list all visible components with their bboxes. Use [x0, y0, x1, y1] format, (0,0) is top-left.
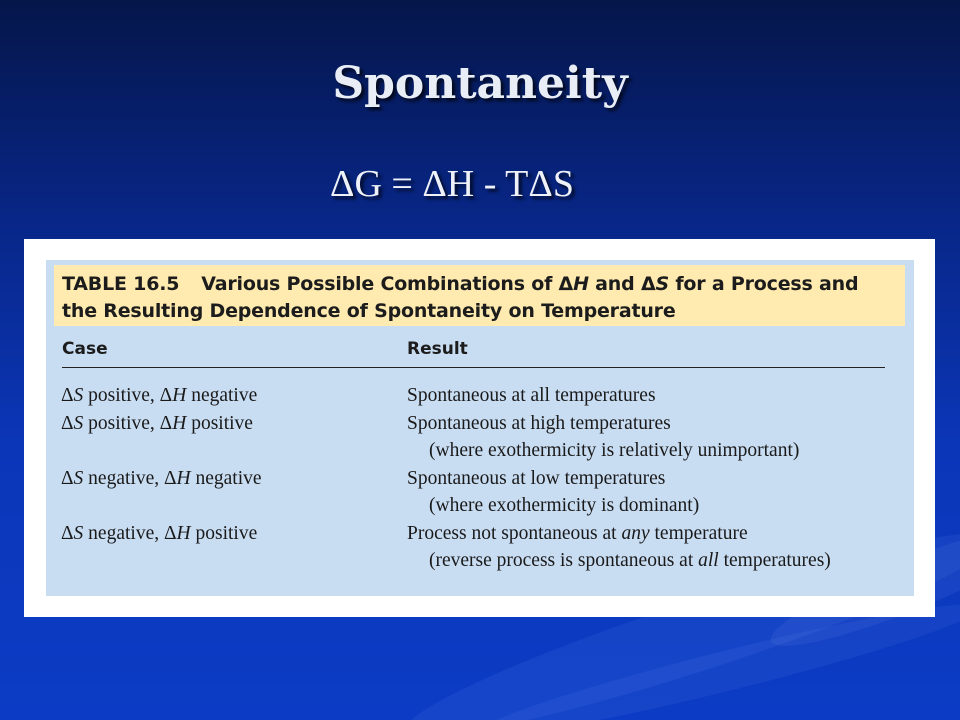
column-header-case: Case — [62, 339, 108, 359]
result-note: (reverse process is spontaneous at all temperatures) — [429, 550, 831, 571]
case-cell: ΔS positive, ΔH negative — [61, 385, 258, 406]
table-body — [46, 382, 914, 575]
table-row — [46, 520, 914, 575]
case-cell: ΔS negative, ΔH negative — [61, 467, 262, 489]
result-note: (where exothermicity is dominant) — [429, 495, 700, 516]
result-text: Process not spontaneous at any temperature — [407, 522, 748, 544]
result-cell — [407, 382, 907, 410]
case-cell: ΔS negative, ΔH positive — [61, 522, 258, 544]
table-number: TABLE 16.5 — [62, 273, 180, 295]
table-16-5 — [46, 260, 914, 596]
result-note: (where exothermicity is relatively unimportant) — [429, 440, 800, 461]
result-cell — [407, 465, 907, 520]
result-cell — [407, 410, 907, 465]
slide-title: Spontaneity — [332, 58, 628, 109]
table-caption — [54, 265, 905, 326]
table-row — [46, 465, 914, 520]
result-text: Spontaneous at low temperatures — [407, 467, 666, 489]
result-cell — [407, 520, 907, 575]
table-row — [46, 410, 914, 465]
column-header-result: Result — [407, 339, 468, 359]
table-caption-text: Various Possible Combinations of ΔH and ΔS for a Process and the Resulting Dependence of Spontaneity on Temperature — [62, 273, 859, 322]
case-cell: ΔS positive, ΔH positive — [61, 412, 253, 434]
table-row — [46, 382, 914, 410]
result-text: Spontaneous at all temperatures — [407, 385, 656, 406]
gibbs-equation: ΔG = ΔH - TΔS — [330, 163, 574, 205]
result-text: Spontaneous at high temperatures — [407, 412, 671, 434]
header-divider — [62, 367, 885, 368]
table-panel — [24, 239, 935, 617]
